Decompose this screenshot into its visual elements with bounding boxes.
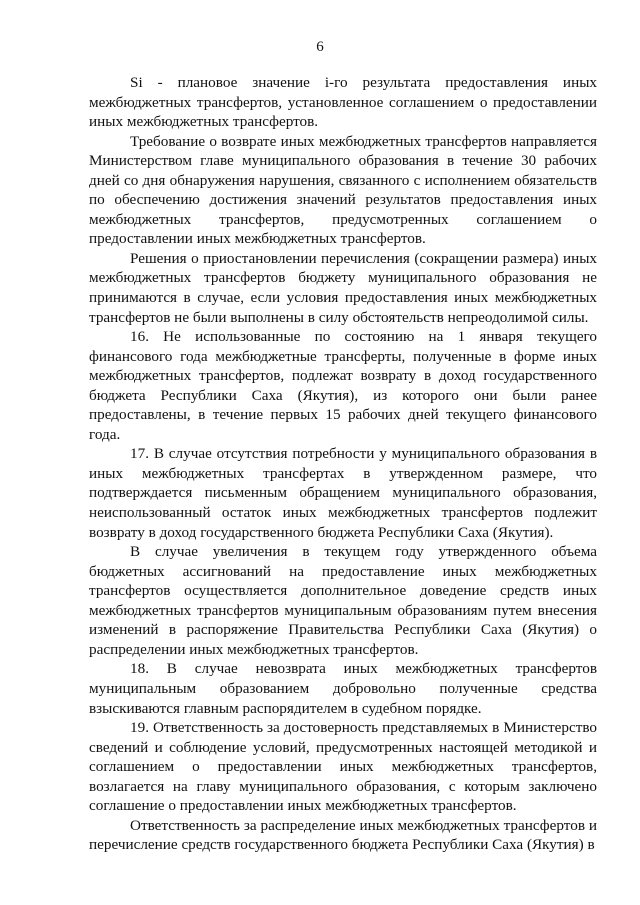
paragraph-item-17: 17. В случае отсутствия потребности у муниципального образования в иных межбюджетных трансфертах в утвержденном размере, что подтверждается письменным обращением муниципального образования, неиспользованный остаток иных межбюджетных трансфертов подлежит возврату в доход государственного бюджета Республики Саха (Якутия).: [89, 445, 597, 541]
paragraph-distribution-responsibility: Ответственность за распределение иных межбюджетных трансфертов и перечисление средств государственного бюджета Республики Саха (Якутия) в: [89, 816, 597, 854]
paragraph-increase-allocations: В случае увеличения в текущем году утвержденного объема бюджетных ассигнований на предоставление иных межбюджетных трансфертов осуществляется дополнительное доведение средств иных межбюджетных трансфертов муниципальным образованиям путем внесения изменений в распоряжение Правительства Республики Саха (Якутия) о распределении иных межбюджетных трансфертов.: [89, 543, 597, 658]
paragraph-si-definition: Si - плановое значение i-го результата предоставления иных межбюджетных трансфертов, установленное соглашением о предоставлении иных межбюджетных трансфертов.: [89, 74, 597, 131]
paragraph-suspension-decisions: Решения о приостановлении перечисления (сокращении размера) иных межбюджетных трансфертов бюджету муниципального образования не принимаются в случае, если условия предоставления иных межбюджетных трансфертов не были выполнены в силу обстоятельств непреодолимой силы.: [89, 249, 597, 326]
paragraph-item-19: 19. Ответственность за достоверность представляемых в Министерство сведений и соблюдение условий, предусмотренных настоящей методикой и соглашением о предоставлении иных межбюджетных трансфертов, возлагается на главу муниципального образования, с которым заключено соглашение о предоставлении иных межбюджетных трансфертов.: [89, 719, 597, 815]
paragraph-refund-requirement: Требование о возврате иных межбюджетных трансфертов направляется Министерством главе муниципального образования в течение 30 рабочих дней со дня обнаружения нарушения, связанного с исполнением обязательств по обеспечению достижения значений результатов предоставления иных межбюджетных трансфертов, предусмотренных соглашением о предоставлении иных межбюджетных трансфертов.: [89, 132, 597, 248]
page-number: 6: [316, 39, 324, 55]
document-body: [89, 73, 597, 855]
paragraph-item-16: 16. Не использованные по состоянию на 1 января текущего финансового года межбюджетные трансферты, полученные в форме иных межбюджетных трансфертов, подлежат возврату в доход государственного бюджета Республики Саха (Якутия), из которого они были ранее предоставлены, в течение первых 15 рабочих дней текущего финансового года.: [89, 328, 597, 443]
paragraph-item-18: 18. В случае невозврата иных межбюджетных трансфертов муниципальным образованием добровольно полученные средства взыскиваются главным распорядителем в судебном порядке.: [89, 660, 597, 717]
